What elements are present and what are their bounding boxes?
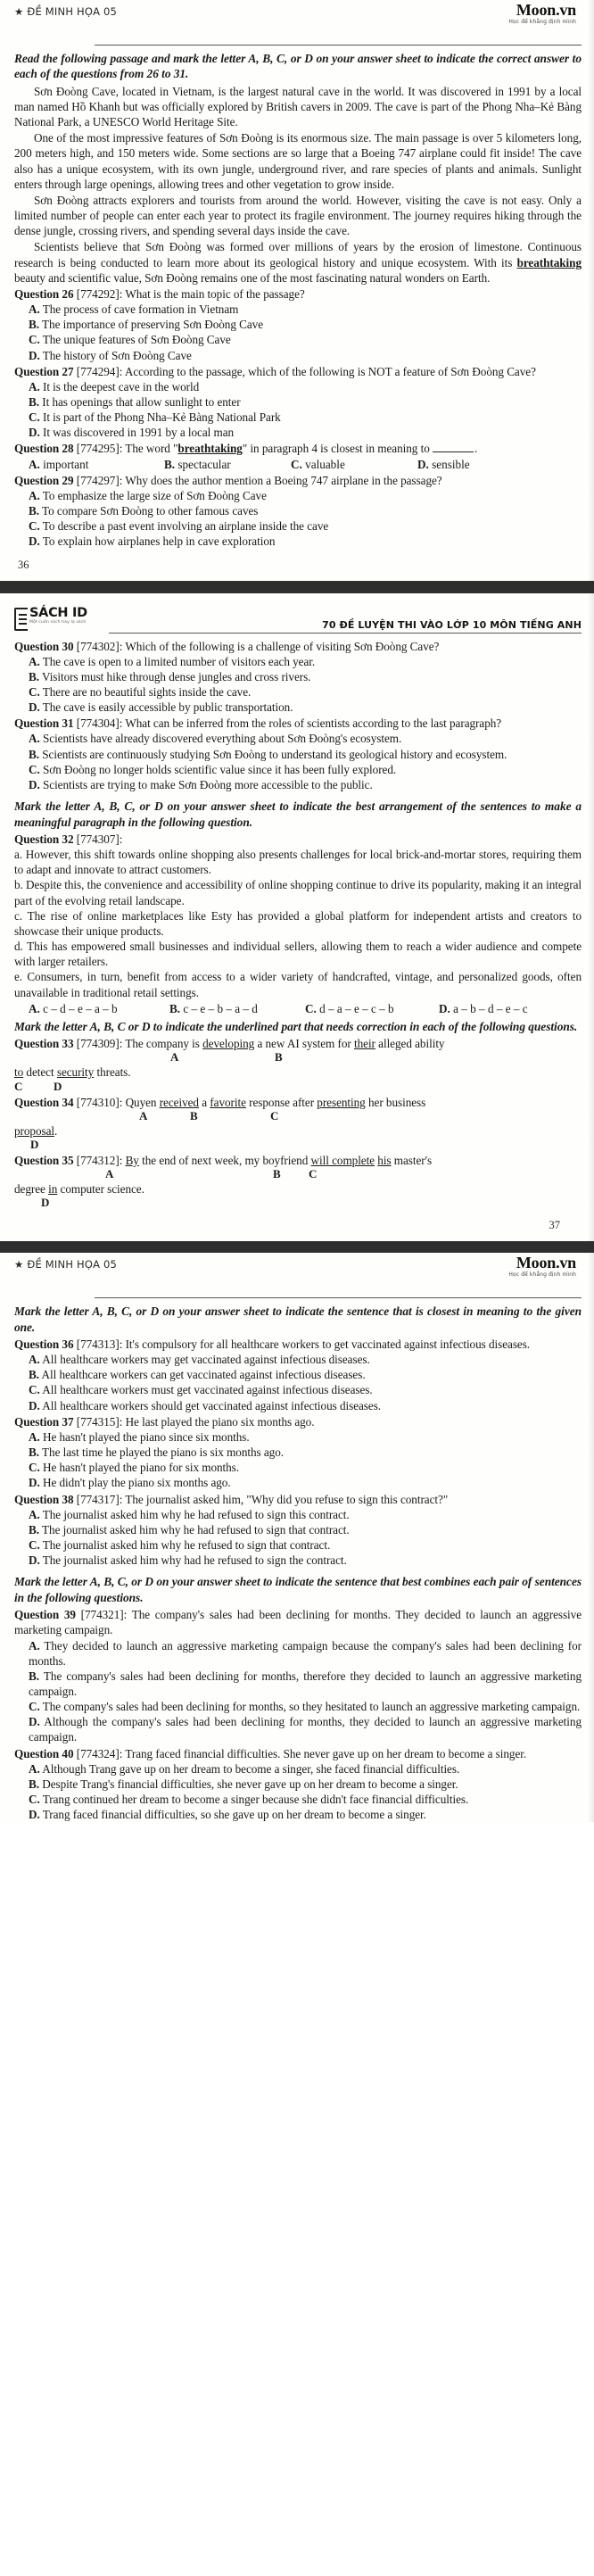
question-30-stem xyxy=(14,639,582,654)
passage-paragraph-2: One of the most impressive features of Sơn Đoòng is its enormous size. The main passage is over 5 kilometers long, 200 meters high, and 150 meters wide. Some sections are so large that a Boeing 747 airplane could fit inside! The cave also has a unique ecosystem, with its own jungle, underground river, and rare species of plants and animals. Sunlight enters through large openings, allowing trees and other vegetation to grow inside. xyxy=(14,131,582,191)
question-40-stem xyxy=(14,1746,582,1761)
option-letter: A. xyxy=(29,1001,40,1015)
option-text: Scientists are continuously studying Sơn Đoòng to understand its geological history and ecosystem. xyxy=(42,747,507,761)
question-40-option-d[interactable] xyxy=(29,1807,582,1822)
option-letter: A. xyxy=(29,488,40,502)
question-29-label: Question 29 xyxy=(14,473,74,487)
page-edge-shadow xyxy=(588,0,594,581)
option-letter: D. xyxy=(29,1476,40,1490)
question-40-code: [774324]: xyxy=(76,1746,123,1760)
question-37-label: Question 37 xyxy=(14,1414,74,1429)
question-37-option-b[interactable] xyxy=(29,1445,582,1460)
option-text: The last time he played the piano is six months ago. xyxy=(42,1445,285,1460)
question-31-stem xyxy=(14,716,582,731)
passage-paragraph-1: Sơn Đoòng Cave, located in Vietnam, is the largest natural cave in the world. It was discovered in 1991 by a local man named Hồ Khanh but was officially explored by British cavers in 2009. The cave is part of the Phong Nha–Kẻ Bàng National Park, a UNESCO World Heritage Site. xyxy=(14,84,582,129)
option-letter: D. xyxy=(29,1808,40,1822)
question-36-option-d[interactable] xyxy=(29,1398,582,1413)
question-38-text: The journalist asked him, "Why did you refuse to sign this contract?" xyxy=(125,1492,449,1506)
option-text: He didn't play the piano six months ago. xyxy=(42,1476,231,1490)
correction-marker-a: A xyxy=(170,1050,179,1064)
question-27-text: According to the passage, which of the following is NOT a feature of Sơn Đoòng Cave? xyxy=(124,364,536,378)
question-32-option-d[interactable] xyxy=(439,1001,528,1016)
question-39-label: Question 39 xyxy=(14,1608,76,1622)
question-28-option-b[interactable] xyxy=(164,457,291,472)
option-letter: A. xyxy=(29,732,40,746)
correction-marker-c: C xyxy=(270,1108,279,1122)
option-text: The history of Sơn Đoòng Cave xyxy=(42,348,192,362)
question-37-stem xyxy=(14,1414,582,1429)
option-letter: D. xyxy=(29,348,40,362)
question-29-option-d[interactable] xyxy=(29,534,582,549)
page-edge-shadow xyxy=(588,593,594,1242)
question-34-line-2 xyxy=(14,1123,582,1139)
option-letter: B. xyxy=(29,669,39,683)
option-letter: A. xyxy=(29,1638,40,1652)
header-divider xyxy=(95,1297,582,1298)
option-text: spectacular xyxy=(177,457,231,471)
question-34-parts: Quyen received a favorite response after presenting her business xyxy=(125,1095,426,1109)
question-27-option-c[interactable] xyxy=(29,410,582,425)
option-text: To describe a past event involving an airplane inside the cave xyxy=(42,519,329,534)
option-text: sensible xyxy=(432,457,470,471)
option-letter: A. xyxy=(29,1761,40,1776)
answer-blank xyxy=(433,443,474,452)
question-36-option-a[interactable] xyxy=(29,1352,582,1367)
question-28-option-c[interactable] xyxy=(291,457,417,472)
option-text: To compare Sơn Đoòng to other famous caves xyxy=(42,504,259,518)
page-2 xyxy=(0,593,594,1242)
option-text: The unique features of Sơn Đoòng Cave xyxy=(42,333,231,347)
correction-marker-d: D xyxy=(41,1196,50,1210)
question-28-stem xyxy=(14,441,582,456)
option-letter: C. xyxy=(29,519,40,534)
question-35-line-2 xyxy=(14,1181,582,1197)
question-34-markers-1 xyxy=(14,1110,582,1123)
question-32-code: [774307]: xyxy=(76,832,123,846)
question-36-label: Question 36 xyxy=(14,1338,74,1352)
question-30-text: Which of the following is a challenge of visiting Sơn Đoòng Cave? xyxy=(125,639,440,653)
question-38-stem xyxy=(14,1492,582,1507)
option-text: He hasn't played the piano for six months. xyxy=(42,1461,240,1475)
moon-tagline: Học để khẳng định mình xyxy=(508,1271,576,1279)
question-35-label: Question 35 xyxy=(14,1153,74,1167)
option-letter: B. xyxy=(29,1445,39,1460)
question-27-code: [774294]: xyxy=(76,364,123,378)
question-32-sentence-c: c. The rise of online marketplaces like Esty has provided a global platform for independent artists and creators to showcase their unique products. xyxy=(14,908,582,938)
question-31-code: [774304]: xyxy=(76,716,123,731)
option-text: Scientists have already discovered everything about Sơn Đoòng's ecosystem. xyxy=(42,732,402,746)
question-30-option-d[interactable] xyxy=(29,700,582,715)
option-letter: D. xyxy=(29,777,40,791)
passage-paragraph-4 xyxy=(14,239,582,285)
question-29-code: [774297]: xyxy=(76,473,123,487)
moon-logo: Moon.vn xyxy=(516,1,576,19)
running-header-page-3 xyxy=(14,1253,582,1296)
question-30-code: [774302]: xyxy=(76,639,123,653)
question-27-label: Question 27 xyxy=(14,364,74,378)
question-34-parts-2: proposal. xyxy=(14,1123,58,1138)
question-39-stem xyxy=(14,1607,582,1637)
question-37-option-d[interactable] xyxy=(29,1475,582,1490)
question-29-option-b[interactable] xyxy=(29,503,582,518)
option-letter: D. xyxy=(29,1715,40,1729)
question-29-stem xyxy=(14,473,582,488)
moon-logo: Moon.vn xyxy=(516,1254,576,1272)
sachid-logo-text: SÁCH ID xyxy=(29,605,87,620)
question-37-text: He last played the piano six months ago. xyxy=(125,1414,315,1429)
keyword-breathtaking: breathtaking xyxy=(177,442,243,456)
correction-marker-a: A xyxy=(139,1108,148,1122)
question-36-code: [774313]: xyxy=(76,1338,123,1352)
question-29-option-a[interactable] xyxy=(29,488,582,503)
question-35-parts: By the end of next week, my boyfriend will complete his master's xyxy=(125,1153,433,1167)
question-34-markers-2 xyxy=(14,1139,582,1152)
sachid-tagline: Một cuốn sách hay lạ sách xyxy=(29,619,87,625)
question-32-option-a[interactable] xyxy=(29,1001,169,1016)
running-header-page-2 xyxy=(14,593,582,631)
option-letter: B. xyxy=(29,747,39,761)
header-divider xyxy=(109,633,582,634)
page-number-36: 36 xyxy=(18,558,29,571)
option-text: c – d – e – a – b xyxy=(43,1001,118,1015)
option-text: He hasn't played the piano since six months. xyxy=(42,1429,250,1444)
question-39-code: [774321]: xyxy=(80,1608,128,1622)
question-36-text: It's compulsory for all healthcare workers to get vaccinated against infectious diseases. xyxy=(125,1338,531,1352)
instruction-question-32: Mark the letter A, B, C, or D on your answer sheet to indicate the best arrangement of the sentences to make a meaningful paragraph in the following question. xyxy=(14,799,582,829)
option-letter: B. xyxy=(164,457,176,471)
question-29-text: Why does the author mention a Boeing 747 airplane in the passage? xyxy=(125,473,442,487)
instruction-questions-39-40: Mark the letter A, B, C, or D on your answer sheet to indicate the sentence that best combines each pair of sentences in the following questions. xyxy=(14,1575,582,1604)
correction-marker-b: B xyxy=(275,1050,283,1064)
option-letter: D. xyxy=(29,700,40,715)
question-32-options-row xyxy=(29,1001,582,1016)
question-39-option-c[interactable] xyxy=(29,1699,582,1714)
question-30-option-c[interactable] xyxy=(29,684,582,700)
option-text: a – b – d – e – c xyxy=(453,1001,528,1015)
question-39-option-b[interactable] xyxy=(29,1669,582,1699)
question-35-markers-1 xyxy=(14,1168,582,1181)
running-header-page-1 xyxy=(14,0,582,43)
correction-marker-d: D xyxy=(54,1079,62,1093)
question-40-option-c[interactable] xyxy=(29,1792,582,1807)
instruction-questions-33-35: Mark the letter A, B, C or D to indicate the underlined part that needs correction in each of the following questions. xyxy=(14,1019,578,1033)
question-30-label: Question 30 xyxy=(14,639,74,653)
option-letter: D. xyxy=(29,1553,40,1568)
question-26-option-c[interactable] xyxy=(29,332,582,347)
question-32-sentence-b: b. Despite this, the convenience and accessibility of online shopping continue to drive its popularity, making it an integral part of the evolving retail landscape. xyxy=(14,878,582,907)
question-26-text: What is the main topic of the passage? xyxy=(125,286,305,301)
option-letter: C. xyxy=(29,1793,40,1807)
option-letter: C. xyxy=(29,685,40,699)
question-28-text-after: " in paragraph 4 is closest in meaning to xyxy=(242,442,430,456)
question-40-text: Trang faced financial difficulties. She never gave up on her dream to become a singer. xyxy=(125,1746,527,1760)
question-35-line-1 xyxy=(14,1153,582,1168)
option-text: Trang faced financial difficulties, so she gave up on her dream to become a singer. xyxy=(42,1808,426,1822)
passage-4-after: beauty and scientific value, Sơn Đoòng remains one of the most fascinating natural wonders on Earth. xyxy=(14,270,491,285)
book-icon xyxy=(14,608,28,631)
question-33-code: [774309]: xyxy=(76,1037,123,1051)
option-letter: A. xyxy=(29,1429,40,1444)
question-37-option-a[interactable] xyxy=(29,1429,582,1445)
option-text: The journalist asked him why he refused to sign that contract. xyxy=(42,1538,331,1553)
question-31-label: Question 31 xyxy=(14,716,74,731)
question-27-option-a[interactable] xyxy=(29,379,582,394)
option-text: There are no beautiful sights inside the cave. xyxy=(42,685,252,699)
question-27-option-b[interactable] xyxy=(29,394,582,410)
option-letter: C. xyxy=(29,1383,40,1397)
question-31-text: What can be inferred from the roles of scientists according to the last paragraph? xyxy=(125,716,502,731)
question-33-line-2 xyxy=(14,1064,582,1080)
question-38-option-b[interactable] xyxy=(29,1522,582,1537)
question-30-option-a[interactable] xyxy=(29,654,582,669)
question-28-option-a[interactable] xyxy=(29,457,164,472)
question-38-option-d[interactable] xyxy=(29,1553,582,1568)
question-32-sentence-d: d. This has empowered small businesses and individual sellers, allowing them to reach a wider audience and compete with larger retailers. xyxy=(14,940,582,969)
option-letter: B. xyxy=(29,318,39,332)
option-letter: B. xyxy=(29,1669,39,1683)
option-text: All healthcare workers may get vaccinated against infectious diseases. xyxy=(42,1353,370,1367)
correction-marker-c: C xyxy=(309,1167,318,1181)
page-1 xyxy=(0,0,594,581)
passage-4-before: Scientists believe that Sơn Đoòng was formed over millions of years by the erosion of limestone. Continuous research is being conducted to learn more about its geological history and unique ecosystem. With its xyxy=(14,240,582,269)
book-title: 70 ĐỀ LUYỆN THI VÀO LỚP 10 MÔN TIẾNG ANH xyxy=(322,618,582,631)
option-text: The journalist asked him why he had refused to sign that contract. xyxy=(42,1522,350,1536)
option-text: The cave is easily accessible by public transportation. xyxy=(42,700,293,715)
option-letter: C. xyxy=(29,1461,40,1475)
option-text: valuable xyxy=(305,457,345,471)
question-26-stem xyxy=(14,286,582,302)
option-text: To emphasize the large size of Sơn Đoòng Cave xyxy=(42,488,267,502)
option-text: c – e – b – a – d xyxy=(183,1001,258,1015)
option-text: Scientists are trying to make Sơn Đoòng more accessible to the public. xyxy=(42,777,373,791)
option-text: important xyxy=(43,457,89,471)
page-separator-1 xyxy=(0,581,594,593)
option-letter: B. xyxy=(169,1001,181,1015)
exam-label: ★ ĐỀ MINH HỌA 05 xyxy=(14,1258,118,1271)
option-text: To explain how airplanes help in cave exploration xyxy=(42,534,276,549)
option-letter: A. xyxy=(29,1353,40,1367)
page-3 xyxy=(0,1253,594,1822)
option-text: The importance of preserving Sơn Đoòng Cave xyxy=(42,318,264,332)
option-text: It is the deepest cave in the world xyxy=(42,379,200,393)
question-35-markers-2 xyxy=(14,1197,582,1210)
option-text: The cave is open to a limited number of visitors each year. xyxy=(42,654,316,668)
question-34-label: Question 34 xyxy=(14,1095,74,1109)
keyword-breathtaking: breathtaking xyxy=(516,255,582,269)
option-text: Visitors must hike through dense jungles and cross rivers. xyxy=(42,669,311,683)
instruction-questions-26-31: Read the following passage and mark the letter A, B, C, or D on your answer sheet to indicate the correct answer to each of the questions from 26 to 31. xyxy=(14,52,582,81)
option-letter: D. xyxy=(417,457,429,471)
option-letter: A. xyxy=(29,457,40,471)
option-letter: D. xyxy=(29,534,40,549)
question-38-code: [774317]: xyxy=(76,1492,123,1506)
brand-block xyxy=(508,2,582,25)
option-letter: A. xyxy=(29,379,40,393)
option-letter: C. xyxy=(305,1001,317,1015)
question-39-option-d[interactable] xyxy=(29,1714,582,1744)
question-38-option-a[interactable] xyxy=(29,1507,582,1522)
option-text: Although Trang gave up on her dream to become a singer, she faced financial difficulties. xyxy=(42,1761,460,1776)
question-34-code: [774310]: xyxy=(76,1095,123,1109)
sachid-logo xyxy=(14,607,87,631)
exam-label: ★ ĐỀ MINH HỌA 05 xyxy=(14,5,118,18)
question-38-option-c[interactable] xyxy=(29,1537,582,1553)
option-text: Although the company's sales had been declining for months, they decided to launch an aggressive marketing campaign. xyxy=(29,1715,582,1744)
correction-marker-a: A xyxy=(105,1167,114,1181)
question-36-option-b[interactable] xyxy=(29,1367,582,1382)
option-text: The journalist asked him why he had refused to sign this contract. xyxy=(42,1507,350,1521)
brand-block xyxy=(508,1255,582,1278)
option-text: Despite Trang's financial difficulties, she never gave up on her dream to become a singer. xyxy=(42,1777,458,1791)
question-26-code: [774292]: xyxy=(76,286,123,301)
option-letter: C. xyxy=(29,1538,40,1553)
option-letter: C. xyxy=(291,457,302,471)
question-28-label: Question 28 xyxy=(14,442,74,456)
instruction-questions-36-38: Mark the letter A, B, C, or D on your answer sheet to indicate the sentence that is closest in meaning to the given one. xyxy=(14,1305,582,1334)
question-39-text: The company's sales had been declining for months. They decided to launch an aggressive marketing campaign. xyxy=(14,1608,582,1637)
question-31-option-a[interactable] xyxy=(29,731,582,746)
moon-tagline: Học để khẳng định mình xyxy=(508,19,576,25)
question-27-option-d[interactable] xyxy=(29,425,582,440)
question-40-option-a[interactable] xyxy=(29,1761,582,1777)
option-letter: B. xyxy=(29,1777,39,1791)
option-letter: D. xyxy=(439,1001,450,1015)
question-28-text-before: The word " xyxy=(125,442,178,456)
question-35-parts-2: degree in computer science. xyxy=(14,1182,144,1197)
option-letter: A. xyxy=(29,302,40,317)
question-31-option-b[interactable] xyxy=(29,747,582,762)
option-text: Sơn Đoòng no longer holds scientific value since it has been fully explored. xyxy=(42,762,397,776)
question-36-option-c[interactable] xyxy=(29,1382,582,1397)
question-33-parts-2: to detect security threats. xyxy=(14,1065,131,1080)
question-32-option-b[interactable] xyxy=(169,1001,305,1016)
question-26-label: Question 26 xyxy=(14,286,74,301)
option-text: The company's sales had been declining for months, therefore they decided to launch an aggressive marketing campaign. xyxy=(29,1669,582,1698)
question-33-parts: The company is developing a new AI system for their alleged ability xyxy=(125,1037,445,1051)
question-39-option-a[interactable] xyxy=(29,1638,582,1669)
question-34-line-1 xyxy=(14,1095,582,1110)
correction-marker-d: D xyxy=(30,1137,39,1151)
option-text: All healthcare workers must get vaccinated against infectious diseases. xyxy=(42,1383,373,1397)
question-32-sentence-e: e. Consumers, in turn, benefit from access to a wider variety of handcrafted, vintage, and personalized goods, often unavailable in traditional retail settings. xyxy=(14,970,582,999)
page-edge-shadow xyxy=(588,1253,594,1822)
option-letter: C. xyxy=(29,333,40,347)
question-28-options-row xyxy=(29,457,582,472)
option-letter: B. xyxy=(29,1522,39,1536)
option-text: It is part of the Phong Nha–Kẻ Bàng National Park xyxy=(42,410,281,425)
option-text: The process of cave formation in Vietnam xyxy=(42,302,239,317)
question-33-line-1 xyxy=(14,1036,582,1051)
question-33-markers-1 xyxy=(14,1051,582,1064)
question-27-stem xyxy=(14,364,582,379)
option-text: They decided to launch an aggressive marketing campaign because the company's sales had been declining for months. xyxy=(29,1638,582,1668)
question-37-code: [774315]: xyxy=(76,1414,123,1429)
question-28-tail: . xyxy=(474,442,478,456)
option-text: The journalist asked him why had he refused to sign the contract. xyxy=(42,1553,347,1568)
correction-marker-b: B xyxy=(273,1167,281,1181)
option-letter: C. xyxy=(29,762,40,776)
question-37-option-c[interactable] xyxy=(29,1460,582,1475)
question-29-option-c[interactable] xyxy=(29,518,582,534)
question-40-option-b[interactable] xyxy=(29,1777,582,1792)
page-number-37: 37 xyxy=(549,1219,560,1232)
question-26-option-d[interactable] xyxy=(29,348,582,363)
question-38-label: Question 38 xyxy=(14,1492,74,1506)
question-28-option-d[interactable] xyxy=(417,457,470,472)
question-32-option-c[interactable] xyxy=(305,1001,439,1016)
option-text: It was discovered in 1991 by a local man xyxy=(42,426,235,440)
question-32-sentence-a: a. However, this shift towards online shopping also presents challenges for local brick-and-mortar stores, requiring them to adapt and innovate to attract customers. xyxy=(14,848,582,877)
question-33-label: Question 33 xyxy=(14,1037,74,1051)
option-letter: B. xyxy=(29,1368,39,1382)
option-text: Trang continued her dream to become a singer because she didn't face financial difficulties. xyxy=(42,1793,469,1807)
page-separator-2 xyxy=(0,1241,594,1253)
option-letter: C. xyxy=(29,410,40,425)
question-32-stem xyxy=(14,832,582,847)
option-text: The company's sales had been declining for months, so they hesitated to launch an aggressive marketing campaign. xyxy=(42,1700,581,1714)
passage-paragraph-3: Sơn Đoòng attracts explorers and tourists from around the world. However, visiting the cave is not easy. Only a limited number of people can enter each year to protect its fragile environment. The journey requires hiking through the dense jungle, crossing rivers, and spending several days inside the cave. xyxy=(14,193,582,238)
option-text: All healthcare workers can get vaccinated against infectious diseases. xyxy=(41,1368,366,1382)
question-32-label: Question 32 xyxy=(14,832,74,846)
question-26-option-b[interactable] xyxy=(29,317,582,332)
question-26-option-a[interactable] xyxy=(29,302,582,317)
option-text: All healthcare workers should get vaccinated against infectious diseases. xyxy=(42,1398,382,1412)
question-33-markers-2 xyxy=(14,1081,582,1094)
correction-marker-c: C xyxy=(14,1079,23,1093)
option-letter: A. xyxy=(29,1507,40,1521)
question-40-label: Question 40 xyxy=(14,1746,74,1760)
question-35-code: [774312]: xyxy=(76,1153,123,1167)
option-letter: D. xyxy=(29,1398,40,1412)
option-letter: A. xyxy=(29,654,40,668)
option-letter: C. xyxy=(29,1700,40,1714)
question-28-code: [774295]: xyxy=(76,442,123,456)
question-31-option-d[interactable] xyxy=(29,777,582,792)
question-36-stem xyxy=(14,1337,582,1352)
correction-marker-b: B xyxy=(190,1108,198,1122)
option-text: d – a – e – c – b xyxy=(319,1001,394,1015)
question-30-option-b[interactable] xyxy=(29,669,582,684)
header-divider xyxy=(95,45,582,46)
option-letter: B. xyxy=(29,504,39,518)
question-31-option-c[interactable] xyxy=(29,762,582,777)
option-text: It has openings that allow sunlight to enter xyxy=(42,394,241,409)
option-letter: D. xyxy=(29,426,40,440)
option-letter: B. xyxy=(29,394,39,409)
